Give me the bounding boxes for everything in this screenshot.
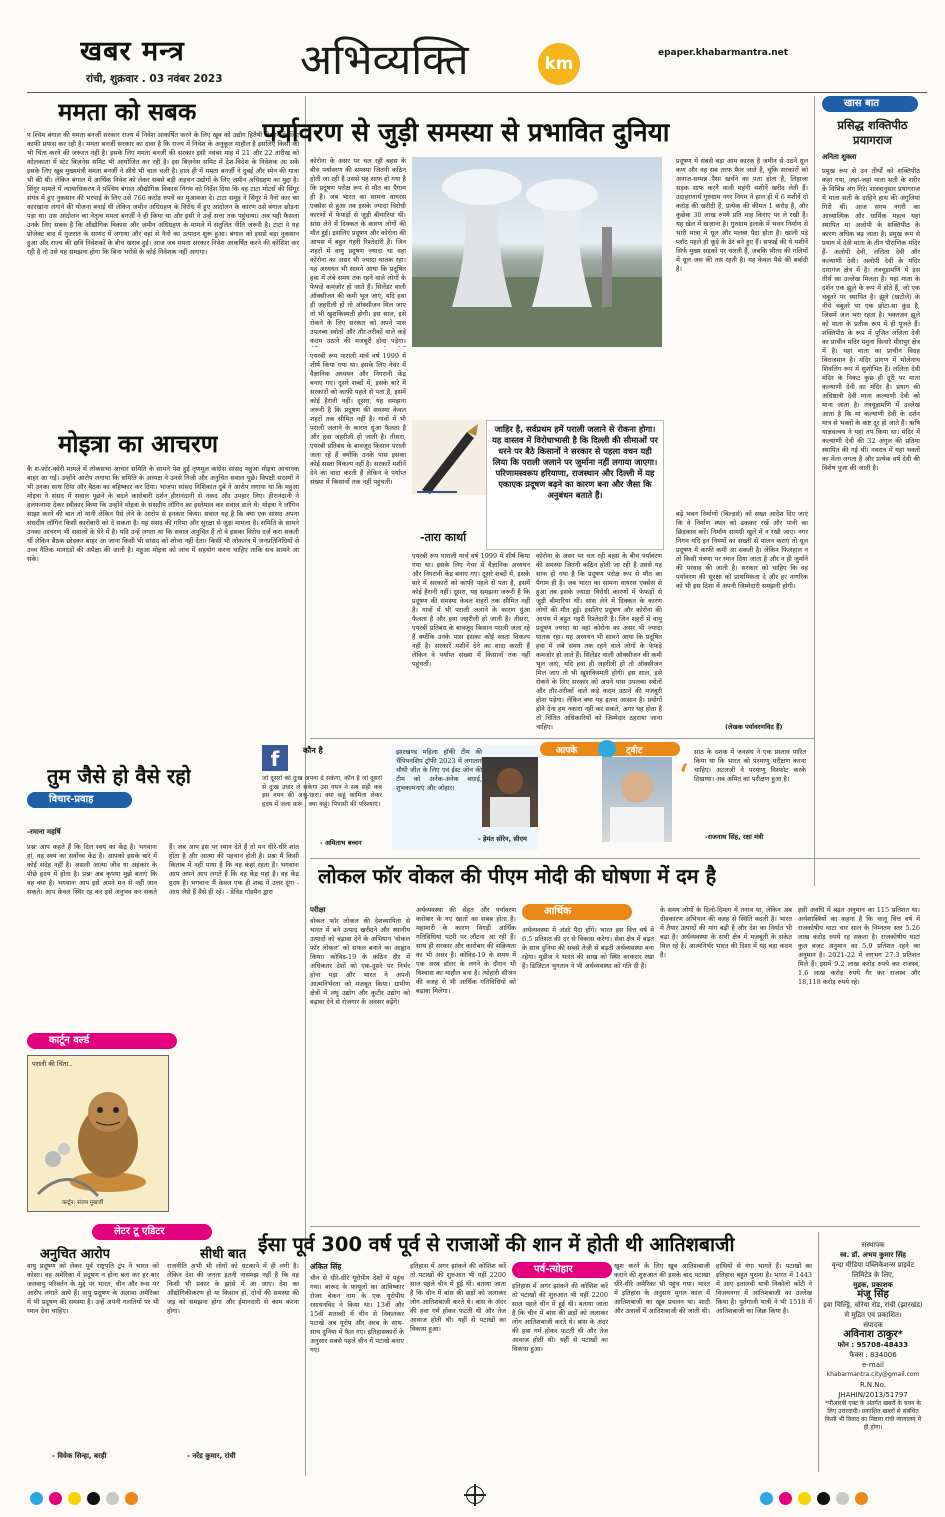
imprint-address: इवा चिल्ड्रिं, चोरेया रोड, रांची (झारखंड) से मुद्रित एवं प्रकाशित। <box>823 1301 923 1319</box>
tweet-left-signature: - हेमंत सोरेन, सीएम <box>478 835 527 843</box>
lead-title: पर्यावरण से जुड़ी समस्या से प्रभावित दुनिया <box>262 118 670 148</box>
registration-dot <box>855 1492 868 1505</box>
tweet-label: ट्वीट <box>626 746 643 756</box>
lead-pullquote: जाहिर है, सर्वप्रथम हमें पराली जलाने से रोकना होगा। यह वास्तव में विरोधाभासी है कि दिल्ली की सीमाओं पर धरने पर बैठे किसानों ने सरकार से पहला वचन यही लिया कि पराली जलाने पर जुर्माना नहीं लगाया जाएगा। परिणामस्वरूप हरियाणा, राजस्थान और दिल्ली में यह एकाएक प्रदूषण बढ़ने का कारण बना और जैसा कि अनुबंधन बताते हैं। <box>492 424 658 500</box>
lead-photo <box>412 157 662 347</box>
brand-name: खबर मन्त्र <box>80 36 185 67</box>
imprint-email-label: e-mail <box>862 1361 884 1369</box>
registration-dot <box>798 1492 811 1505</box>
tweet-right-text: साठ के दशक में जनसंघ ने एक प्रस्ताव पारित किया था कि भारत को परमाणु परीक्षण करना चाहिए। अटलजी ने परमाणु विस्फोट करके दिखाया। अब अमित का परीक्षण हुआ है। <box>694 748 806 783</box>
mid-col-1: वोकल फॉर लोकल की देशव्यापिता से भारत में बने उत्पाद खरीदने और स्थानीय उत्पादों को बढ़ावा देने के अभियान 'वोकल फॉर लोकल' को सफल बनाने का आह्वान किया। कोविड-19 के कठिन दौर में अधिकतर देशों को एक-दूसरे पर निर्भर होना पड़ा और भारत ने अपनी आत्मनिर्भरता को मजबूत किया। ग्रामीण क्षेत्रों में लघु उद्योग और कुटीर उद्योग को बढ़ावा देने से रोजगार के अवसर बढ़ेंगे। <box>310 917 410 1006</box>
letter-2-title: सीधी बात <box>200 1247 247 1262</box>
lead-col-1: कोरोना के असर पर चल रही बहस के बीच पर्यावरण की समस्या जितनी कठिन होती जा रही है उससे यह साफ हो गया है कि प्रदूषण परोक्ष रूप से मौत का पैगाम ही है। जब भारत का सामना वायरस एक्सेस से हुआ तब इसके ज्यादा विरोधी कारणों में फेफड़ों से जुड़ी बीमारियां थीं। सांस लेने में दिक्कत के कारण लोगों की मौत हुई। इसलिए प्रदूषण और कोरोना की आपस में बहुत गहरी रिश्तेदारी है। जिन शहरों में वायु प्रदूषण ज्यादा था वहां कोरोना का असर भी ज्यादा घातक रहा। यह अध्ययन भी सामने आया कि प्रदूषित हवा में लंबे समय तक रहने वाले लोगों के फेफड़े कमजोर हो जाते हैं। सिलेंडर वाली ऑक्सीजन की कमी भूल जाएं, यदि हवा ही जहरीली हो तो ऑक्सीजन मिल जाए तो भी खुशकिस्मती होगी। इस साल, इसे रोकने के लिए सरकार को अपने पास उपलब्ध स्त्रोतों और तौर-तरीकों वाले कड़े कदम उठाने की मजबूरी होना पड़ेगा। <box>310 157 406 345</box>
registration-dot <box>836 1492 849 1505</box>
imprint-founder-label: संस्थापक <box>861 1241 885 1249</box>
vichar-title: तुम जैसे हो वैसे रहो <box>47 764 191 788</box>
cartoon-tag <box>27 1033 177 1049</box>
sidebar-body: प्रमुख रूप से उन तीर्थों को शक्तिपीठ कहा गया, जहां-जहां माता सती के शरीर के विभिन्न अंग गिरे। शास्त्रानुसार प्रयागराज में माता सती के दाहिने हाथ की अंगुलियां गिरी थीं। आज संगम नगरी का आध्यात्मिक और धार्मिक महत्व यहां स्थापित मां अलोपी के शक्तिपीठ के कारण अधिक बढ़ जाता है। प्रमुख रूप से प्रयाग में देवी माता के तीन पौराणिक मंदिर हैं- अलोपी देवी, ललिता देवी और कल्याणी देवी। अलोपी देवी के मंदिर दारागंज क्षेत्र में है। तंत्रचूड़ामणि में इस तीर्थ का उल्लेख मिलता है। यहां माता के दर्शन एक झूले के रूप में होते हैं, जो एक चबूतरे पर स्थापित है। झूले (खटोले) के नीचे चबूतरे पर एक छोटा-सा कुंड है, जिसमें जल भरा रहता है। भक्तजन झूले को माता के प्रतीक रूप में ही पूजते हैं। शक्तिपीठ के रूप में पूजित ललिता देवी का प्राचीन मंदिर यमुना किनारे मीरापुर क्षेत्र में है। यहां माता का प्राचीन विग्रह विराजमान है। मंदिर प्रांगण में भोलेनाथ शिवलिंग रूप में सुशोभित हैं। ललिता देवी मंदिर के निकट कुछ ही दूरी पर माता कल्याणी देवी का मंदिर है। प्रयाग की अधिष्ठात्री देवी माता कल्याणी देवी को माना जाता है। तंत्रचूड़ामणि में उल्लेख आता है कि मां कल्याणी देवी के दर्शन मात्र से भक्तों के कष्ट दूर हो जाते हैं। ऋषि याज्ञवल्क्य ने यहां तप किया था। मंदिर में कल्याणी देवी की 32 अंगुल की प्रतिमा स्थापित की गई थी। नवरात्र में यहां भक्तों का मेला लगता है और प्रत्येक वर्ष देवी की विशेष पूजा की जाती है। <box>822 167 920 472</box>
mid-col-5: इसी अवधि में बढ़त अनुमान का 115 प्रतिशत था। अर्थशास्त्रियों का कहना है कि चालू वित्त वर्ष में राजकोषीय घाटा चार साल के निम्नतम स्तर 5.26 लाख करोड़ रुपये रह सकता है। राजकोषीय घाटा कुल बजट अनुमान का 5.9 प्रतिशत रहने का अनुमान है। 2021-22 में लगभग 27.3 प्रतिशत मिले हैं। इसमें 9.2 लाख करोड़ रुपये कर राजस्व, 1.6 लाख करोड़ रुपये गैर कर राजस्व और 18,118 करोड़ रुपये रहे। <box>798 906 920 986</box>
imprint-publisher-org: वृन्दा मीडिया पब्लिकेशन्स प्राइवेट लिमिटेड के लिए, <box>831 1261 915 1279</box>
letter-2-signature: - नरेंद्र कुमार, रांची <box>187 1452 236 1460</box>
mid-col-3: अर्थव्यवस्था में अंडरे पैदा होंगे। भारत इस वित्त वर्ष में 6.5 प्रतिशत की दर से विकास करेगा। सेवा क्षेत्र में बढ़त के साथ दुनिया की सबसे तेजी से बढ़ती अर्थव्यवस्था बना रहेगा। मूडीज ने भारत की साख को स्थिर बरकरार रखा है। डिजिटल भुगतान ने भी अर्थव्यवस्था को गति दी है। <box>522 926 654 970</box>
imprint-editor: अविनाश ठाकुर* <box>843 1329 903 1340</box>
imprint-email[interactable]: khabarmantra.city@gmail.com <box>826 1371 920 1378</box>
lead-note: (लेखक पर्यावरणविद हैं) <box>725 723 783 731</box>
tweet-strip-top <box>310 738 814 739</box>
mid-title: लोकल फॉर वोकल की पीएम मोदी की घोषणा में दम है <box>318 864 717 888</box>
tweet-aapke: आपके <box>556 746 578 756</box>
masthead-divider <box>27 92 927 93</box>
registration-dot <box>87 1492 100 1505</box>
fireworks-title: ईसा पूर्व 300 वर्ष पूर्व से राजाओं की शान में होती थी आतिशबाजी <box>258 1233 735 1256</box>
kaun-signature: - अमिताभ बच्चन <box>320 839 362 847</box>
mid-story-top <box>310 858 920 859</box>
mid-col-2: अर्थव्यवस्था की सेहत और पर्यावरण करोबार के नए खातों का सबब होता है। महामारी के कारण विगड़ी आर्थिक गतिविधियां पटरी पर लौटना आ रही हैं। साथ ही सरकार और कारोबार की सक्रियता का भी असर है। कोविड-19 के समय में एक अरब डॉलर के लगने के दौरान भी विश्वास का माहौल बना है। त्योहारी सीजन की वजह से भी आर्थिक गतिविधियों को बढ़ावा मिलेगा। <box>416 906 516 995</box>
letter-1-body: वायु प्रदूषण को लेकर पूर्व राष्ट्रपति ट्रंप ने भारत को कोसा। वह अमेरिका में प्रदूषण न होना बता कर हर बार जलवायु परिवर्तन के मुद्दे पर भारत, चीन और रूस पर आरोप लगाते आये हैं। वायु प्रदूषण के अलावा अमेरिका में भी प्रदूषण की समस्या है। उन्हें अपनी गलतियों पर भी ध्यान देना चाहिए। <box>27 1262 159 1315</box>
registration-dot <box>125 1492 138 1505</box>
epaper-url[interactable]: epaper.khabarmantra.net <box>658 48 789 58</box>
fireworks-col-4: खुश करने के लिए खूब आतिशबाजी कराने की शुरुआत की इसके बाद पटाखा धीरे-धीरे अमेरिका भी पहुंच गया। भारत में इतिहास के अनुसार मुगल काल में आतिशबाजी का खूब प्रचलन था। शादी और उत्सवों में आतिशबाजी की जाती थी। <box>614 1262 710 1315</box>
registration-dot <box>49 1492 62 1505</box>
editorial-2-title: मोइत्रा का आचरण <box>58 430 219 458</box>
registration-dot <box>779 1492 792 1505</box>
cartoon-drawing <box>28 1064 168 1214</box>
rajnath-singh-photo <box>602 757 672 842</box>
sidebar-tag-label: खास बात <box>844 98 880 109</box>
sidebar-tag <box>822 96 918 112</box>
mid-col-4: के समय लोगों के दिलो-दिमाग में तनाव था, लेकिन अब दीवकारण अभियान की वजह से स्थिति बदली है। भारत में तैयार उत्पादों की मांग बढ़ी है और देश का निर्यात भी बढ़ा है। अर्थव्यवस्था के सभी क्षेत्र में मजबूती के संकेत मिल रहे हैं। आत्मनिर्भर भारत की दिशा में यह बड़ा कदम है। <box>660 906 792 959</box>
letters-tag <box>92 1224 212 1240</box>
tweet-header <box>540 742 680 756</box>
aarthik-tag <box>522 904 632 920</box>
kaun-body: जो दूसरों को दुःख अपना दे सकेगा, कौन है जो दूसरों से दुःख उधार ले सकेगा उस नयन ने सब सही कब इस नयन की अश्रु-धारा। क्या कहूं कामिता लेकर हृदय में जला करूं , क्या कहूं। पिपासी की परिश्याएं। <box>262 775 382 808</box>
cartoon-credit: कार्टून: संजय मुखर्जी <box>62 1200 104 1206</box>
editorial-1-title: ममता को सबक <box>58 98 197 126</box>
lead-col-3b: कोरोना के असर पर चल रही बहस के बीच पर्यावरण की समस्या जितनी कठिन होती जा रही है उससे यह साफ हो गया है कि प्रदूषण परोक्ष रूप से मौत का पैगाम ही है। जब भारत का सामना वायरस एक्सेस से हुआ तब इसके ज्यादा विरोधी कारणों में फेफड़ों से जुड़ी बीमारियां थीं। सांस लेने में दिक्कत के कारण लोगों की मौत हुई। इसलिए प्रदूषण और कोरोना की आपस में बहुत गहरी रिश्तेदारी है। जिन शहरों में वायु प्रदूषण ज्यादा था वहां कोरोना का असर भी ज्यादा घातक रहा। यह अध्ययन भी सामने आया कि प्रदूषित हवा में लंबे समय तक रहने वाले लोगों के फेफड़े कमजोर हो जाते हैं। सिलेंडर वाली ऑक्सीजन की कमी भूल जाएं, यदि हवा ही जहरीली हो तो ऑक्सीजन मिल जाए तो भी खुशकिस्मती होगी। इस साल, इसे रोकने के लिए सरकार को अपने पास उपलब्ध स्त्रोतों और तौर-तरीकों वाले कड़े कदम उठाने की मजबूरी होना पड़ेगा। लेकिन क्या यह इतना आसान है। प्रयोगों होने देना हम नकारा नहीं कर सकते, अगर यह होता है तो चिंतित अधिकारियों को जिम्मेदार ठहराया जाना चाहिए। <box>536 552 662 731</box>
imprint-printer-label: मुद्रक, प्रकाशक <box>853 1281 893 1289</box>
pen-icon <box>412 420 486 495</box>
power-plant-graphic <box>412 157 662 347</box>
logo-letters: km <box>544 54 574 74</box>
imprint-disclaimer: *पीआरबी एक्ट के अंतर्गत खबरों के चयन के लिए उत्तरदायी। प्रकाशित खबरों से संबंधित किसी भी विवाद का निष्टारा रांची न्यायालय में ही होगा। <box>824 1400 922 1431</box>
fireworks-col-1: चीन से धीरे-धीरे यूरोपीय देशों में पहुंच गया। बारूद के फायूलों का आविष्कार रोजर बेकन नाम के एक यूरोपीय रसायनविद ने किया था। 13वीं और 15वीं शताब्दी में चीन से निकलकर पटाखे अब यूरोप और अरब के साथ-साथ दुनिया में फैल गए। इतिहासकारों के अनुसार सबसे पहले चीन में पटाखे बनाए गए। <box>310 1274 404 1354</box>
vichar-tag-label: विचार-प्रवाह <box>49 794 94 805</box>
imprint-fax: फैक्स : 834006 <box>849 1351 897 1359</box>
fireworks-col-5: हाथियों से नंगा भागते हैं। पटाखों का इतिहास बहुत पुराना है। भारत में 1443 में आए इतालवी यात्री निकोलो कोंटी ने विजयनगर में आतिशबाजी का उल्लेख किया है। पुर्तगाली यात्री ने भी 1518 में आतिशबाजी का जिक्र किया है। <box>716 1262 812 1315</box>
tweet-right-quote-icon: ‘ <box>678 757 689 797</box>
facebook-icon: f <box>262 745 288 771</box>
letter-1-title: अनुचित आरोप <box>40 1247 111 1262</box>
imprint-rn-label: R.N.No. <box>860 1381 886 1389</box>
tweet-right-signature: -राजनाथ सिंह, रक्षा मंत्री <box>705 833 764 841</box>
hemant-soren-photo <box>482 757 538 827</box>
letters-tag-label: लेटर टू एडिटर <box>114 1226 165 1237</box>
fireworks-col-2: इतिहास में अगर झांकने की कोशिश करें तो पटाखों की शुरुआत भी यहीं 2200 साल पहले चीन में हुई थी। बताया जाता है कि चीन में बांस की छड़ों को जलाकर लोग आतिशबाजी करते थे। बांस के अंदर की हवा गर्म होकर फटती थी और तेज आवाज होती थी। यहीं से पटाखों का विकास हुआ। <box>410 1262 506 1333</box>
sidebar-title: प्रसिद्ध शक्तिपीठ प्रयागराज <box>837 118 908 147</box>
aarthik-tag-label: आर्थिक <box>544 906 571 917</box>
editorial-1-body: प श्चिम बंगाल की ममता बनर्जी सरकार राज्य में निवेश आकर्षित करने के लिए खूब को उद्योग हितैषी दिखाने के लिए काफी प्रयास कर रही है। ममता बनर्जी सरकार का दावा है कि राज्य में निवेश के अनुकूल माहौल है इसलिए किसी को भी चिंता करने की जरूरत नहीं है। इसके लिए ममता बनर्जी की सरकार इसी नवंबर माह में 21 और 22 तारीख को कोलकाता में स्टेट बिज़नेस समिट भी आयोजित कर रही है। इस बिज़नेस समिट में देश-विदेश के निवेशक आ सकें इसके लिए खूब मुख्यमंत्री ममता बनर्जी ने सीधे भी चाल चली है। हाल ही में ममता बनर्जी ने दुबई और स्पेन की यात्रा भी की थी। लेकिन बंगाल में आर्थिक निवेश को लेकर सबसे बड़ी अड़चन उद्योगों के लिए जमीन अधिग्रहण का मुद्दा है। सिंगूर मामले में न्यायाधिकरण ने पश्चिम बंगाल औद्योगिक विकास निगम को निर्देश दिया कि वह टाटा मोटर्स की सिंगूर संयंत्र में हुए नुकसान की भरपाई के लिए उसे 766 करोड़ रुपये का मुआवजा दे। टाटा समूह ने सिंगूर में नैनो कार का कारखाना लगाने की योजना बनाई थी लेकिन जमीन अधिग्रहण के विरोध में हुए आंदोलन के कारण उसे बंगाल छोड़ना पड़ा था। उस आंदोलन का नेतृत्व ममता बनर्जी ने ही किया था और इसी ने उन्हें सत्ता तक पहुंचाया। अब यही फैसला उनके लिए सबक है कि औद्योगिक विकास और जमीन अधिग्रहण के मामले में संतुलित नीति जरूरी है। टाटा ने यह प्रोजेक्ट बाद में गुजरात के साणंद में लगाया और वहां से नैनो का उत्पादन शुरू हुआ। बंगाल को इससे बड़ा नुकसान हुआ और राज्य की छवि निवेशकों के बीच खराब हुई। आज जब ममता सरकार निवेश आकर्षित करने की कोशिश कर रही है तो उसे यह समझना होगा कि बिना भरोसे के कोई निवेशक नहीं आएगा। <box>27 131 299 256</box>
letter-1-signature: - विवेक सिन्हा, बरही <box>52 1452 107 1460</box>
registration-dot <box>760 1492 773 1505</box>
fireworks-top <box>310 1226 920 1227</box>
imprint-phone: फोन : 95708-48433 <box>837 1341 909 1349</box>
pen-photo <box>412 420 486 495</box>
sidebar-divider <box>814 96 815 886</box>
lead-author: -तारा कार्था <box>420 531 467 544</box>
parv-tag <box>512 1262 612 1278</box>
sidebar-byline: अनिता शुक्ला <box>822 153 857 161</box>
twitter-icon <box>598 740 616 758</box>
vichar-byline: -रमाना महर्षि <box>27 828 61 836</box>
registration-dot <box>30 1492 43 1505</box>
registration-crosshair-icon <box>466 1486 484 1504</box>
registration-dots-right <box>760 1492 868 1505</box>
letter-2-body: राजनीति अभी भी लोगों को धटकाने में ही लगी है। लेकिन देश की जनता इतनी नासमझ नहीं है कि वह किसी भी प्रकार के झांसे में आ जाए। देश का औद्योगिकीकरण हो या किसान हो, दोनों की समस्या की जड़ को समझना होगा और ईमानदारी से काम करना होगा। <box>167 1262 299 1315</box>
mid-byline: परीक्षा <box>310 906 326 914</box>
lead-col-4: बढ़े भवन निर्माणों (बिल्डर्स) को सख्त आदेश दिए जाएं कि वे निर्माण स्थल को ढककर रखें और पानी का छिड़काव करें। निर्माण सामग्री खुले में न रखी जाए। नगर निगम यदि इन नियमों का सख्ती से पालन कराएं तो धूल प्रदूषण में काफी कमी आ सकती है। लेकिन फिलहाल न तो किसी यंत्रणा पर ध्यान दिया जाता है और न ही जुर्माने की परवाह की जाती है। सरकार को चाहिए कि वह पर्यावरण की सुरक्षा को प्राथमिकता दे और हर नागरिक को भी इस दिशा में अपनी जिम्मेदारी समझनी होगी। <box>676 510 808 590</box>
imprint-founder: स्व. डॉ. अभय कुमार सिंह <box>839 1251 907 1259</box>
vichar-body: प्रश्नः आप कहते हैं कि दिल स्वयं का केंद्र है। भगवानः हां, वह स्वयं का सर्वोच्च केंद्र है। आपको इसके बारे में कोई संदेह नहीं है। असली आत्मा जीव या अहंकार के पीछे हृदय में होता है। प्रश्नः अब कृपया मुझे बताएं कि वह क्या है। भगवानः आप इसे अपने मन से नहीं जान सकते। आप केवल स्थिर रह कर इसे अनुभव कर सकते हैं। जब आप इस पर ध्यान देते हैं तो मन धीरे-धीरे शांत होता है और आत्मा की पहचान होती है। प्रश्नः मैं किसी किताब में नहीं पाया है कि वह कहां रहता है। भगवानः आप अपने आप लगते हैं कि वह केंद्र यहां है। वह केंद्र हृदय है। भगवानः मैं केवल एक ही शब्द में उत्तर दूंगा - आप जैसे हैं वैसे ही रहें। - डेविड गॉडमैन द्वारा <box>27 843 299 896</box>
fireworks-byline: अंकित सिंह <box>310 1262 342 1271</box>
imprint-divider <box>818 1232 819 1472</box>
cartoon-tag-label: कार्टून वर्ल्ड <box>49 1035 90 1046</box>
imprint-rn: JHAHIN/2013/51797 <box>838 1391 908 1399</box>
cartoon-caption: पराली की चिंता.. <box>32 1060 73 1068</box>
kaun-title: कौन है <box>303 746 323 755</box>
registration-dot <box>817 1492 830 1505</box>
section-name: अभिव्यक्ति <box>300 35 469 84</box>
pullquote-box <box>486 420 664 550</box>
lead-col-2b: एयरबी रूप पाराली मार्च वर्ष 1999 में शीर्ष किया गया था। इसके लिए नेचर में वैज्ञानिक अध्ययन और निगरानी केंद्र बनाए गए। दूसरे शब्दों में, इसके बारे में सरकारों को काफी पहले से पता है, इसमें कोई हैरानी नहीं। दूसरा, यह समझना जरूरी है कि प्रदूषण की समस्या केवल शहरों तक सीमित नहीं है। गांवों में भी पराली जलाने के कारण धुंआ फैलता है और हवा जहरीली हो जाती है। तीसरा, एयरबी प्रतिबंध के बावजूद किसान पराली जला रहे हैं क्योंकि उनके पास इसका कोई सस्ता विकल्प नहीं है। सरकारें मशीनें देने का वादा करती हैं लेकिन वे पर्याप्त संख्या में किसानों तक नहीं पहुंचतीं। <box>412 552 530 668</box>
lead-col-2: एयरबी रूप पाराली मार्च वर्ष 1999 में शीर्ष किया गया था। इसके लिए नेचर में वैज्ञानिक अध्ययन और निगरानी केंद्र बनाए गए। दूसरे शब्दों में, इसके बारे में सरकारों को काफी पहले से पता है, इसमें कोई हैरानी नहीं। दूसरा, यह समझना जरूरी है कि प्रदूषण की समस्या केवल शहरों तक सीमित नहीं है। गांवों में भी पराली जलाने के कारण धुंआ फैलता है और हवा जहरीली हो जाती है। तीसरा, एयरबी प्रतिबंध के बावजूद किसान पराली जला रहे हैं क्योंकि उनके पास इसका कोई सस्ता विकल्प नहीं है। सरकारें मशीनें देने का वादा करती हैं लेकिन वे पर्याप्त संख्या में किसानों तक नहीं पहुंचतीं। <box>310 352 406 486</box>
tweet-left-text: झारखण्ड महिला हॉकी टीम की चैंपियनशिप ट्रॉफी 2023 में लगातार चौथी जीत के लिए एवं ईस्ट जोन की टीम को अनेक-अनेक बधाई, शुभकामनाएं और जोहार। <box>396 748 482 792</box>
imprint-block <box>823 1240 923 1432</box>
logo-badge <box>538 43 580 85</box>
editorial-2-body: कै श-फॉर-क्वेरी मामले में लोकसभा आचार समिति के सामने पेश हुईं तृणमूल कांग्रेस सांसद महुआ मोइत्रा आचानक बाहर आ गईं। उन्होंने आरोप लगाया कि समिति के अध्यक्ष ने उनसे निजी और अनुचित सवाल पूछे। विपक्षी सदस्यों ने भी उनका साथ दिया और बैठक का बहिष्कार कर दिया। भाजपा सांसद निशिकांत दुबे ने आरोप लगाया था कि महुआ मोइत्रा ने संसद में सवाल पूछने के बदले कारोबारी दर्शन हीरानंदानी से नकद और उपहार लिए। हीरानंदानी ने हलफनामा देकर स्वीकार किया कि उन्होंने मोइत्रा के संसदीय लॉगिन का इस्तेमाल कर सवाल डाले थे। मोइत्रा ने लॉगिन साझा करने की बात तो मानी लेकिन पैसे लेने के आरोप से इनकार किया। सवाल यह है कि क्या एक सांसद अपना संसदीय लॉगिन किसी कारोबारी को दे सकता है। यह संसद की गरिमा और सुरक्षा से जुड़ा मामला है। समिति के सामने उनका आचरण भी सवालों के घेरे में है। यदि उन्हें लगता था कि सवाल अनुचित हैं तो वे इसका विरोध दर्ज करा सकती थीं लेकिन बैठक छोड़कर बाहर आ जाना किसी भी सांसद को शोभा नहीं देता। किसी भी लोकतंत्र में जनप्रतिनिधियों से उच्च नैतिक मानदंडों की अपेक्षा की जाती है। महुआ मोइत्रा को जांच में सहयोग करना चाहिए ताकि सच सामने आ सके। <box>27 465 299 563</box>
imprint-printer: मंजू सिंह <box>857 1289 889 1300</box>
vichar-tag <box>27 792 132 808</box>
registration-dot <box>68 1492 81 1505</box>
cartoon-frame <box>27 1055 169 1212</box>
fireworks-col-3: इतिहास में अगर झांकने की कोशिश करें तो पटाखों की शुरुआत भी यहीं 2200 साल पहले चीन में हुई थी। बताया जाता है कि चीन में बांस की छड़ों को जलाकर लोग आतिशबाजी करते थे। बांस के अंदर की हवा गर्म होकर फटती थी और तेज आवाज होती थी। यहीं से पटाखों का विकास हुआ। <box>512 1282 608 1353</box>
imprint-editor-label: संपादक <box>863 1321 883 1329</box>
parv-tag-label: पर्व-त्योहार <box>534 1264 573 1275</box>
registration-dots-left <box>30 1492 138 1505</box>
lead-col-3: प्रदूषण में सबसे बड़ा आम कारक है जमीन से उठने धूल कण और वह सब तरफ फैल जाते हैं, चूंकि सरकारों को अनाज-सम्पन्न पैसा खर्चने का पता होता है, लिहाजा सड़क साफ करने वाली महंगी मशीनें खरीद लेती हैं। उदाहरणार्थ गुरुग्राम नगर निगम ने हाल ही में 6 मशीनें दो करोड़ की खरीदी हैं, प्रत्येक की कीमत 1 करोड़ है, और कुछेक 30 लाख रुपये प्रति माह किराए पर ले रखी हैं। यह खेल में खज़ाना है। गुरुग्राम इलाके में भवन निर्माण से भारी मात्रा में धूल और मलबा पैदा होता है। खाली पड़े प्लॉट पहले ही कूड़े के ढेर बने हुए हैं। सफाई की ये मशीनें सिर्फ मुख्य सड़कों पर चलती हैं, जबकि भीतर की गलियों में धूल जस की तस रहती है। यह केवल पैसे की बर्बादी है। <box>676 157 808 273</box>
registration-dot <box>106 1492 119 1505</box>
dateline: रांची, शुक्रवार . 03 नवंबर 2023 <box>86 73 223 85</box>
